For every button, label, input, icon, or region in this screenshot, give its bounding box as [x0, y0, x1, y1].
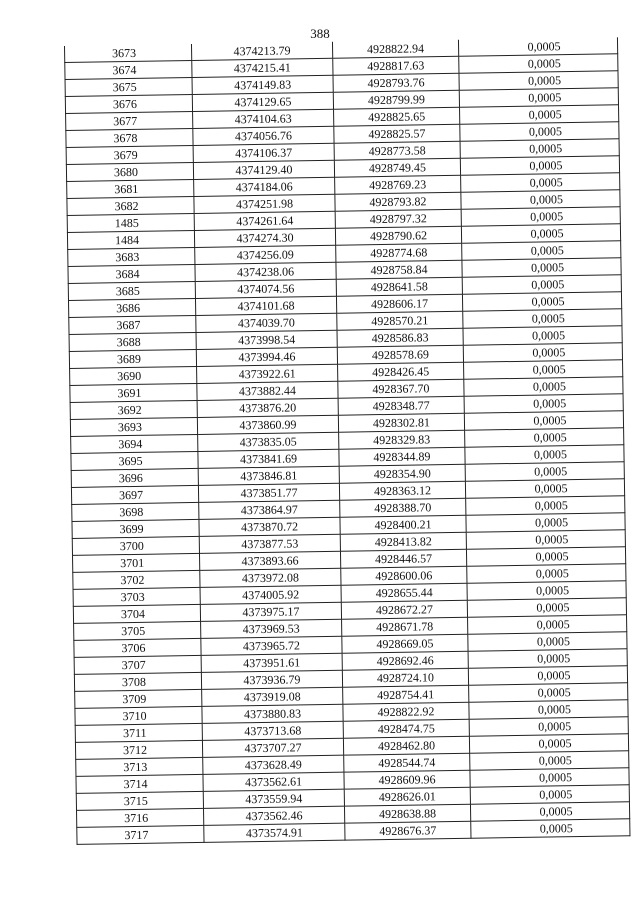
tolerance-cell: 0,0005 [464, 394, 623, 413]
y-coordinate-cell: 4928544.74 [344, 753, 470, 772]
tolerance-cell: 0,0005 [465, 462, 624, 481]
x-coordinate-cell: 4374056.76 [193, 126, 334, 145]
x-coordinate-cell: 4373559.94 [203, 789, 344, 808]
tolerance-cell: 0,0005 [469, 734, 628, 753]
y-coordinate-cell: 4928754.41 [343, 685, 469, 704]
point-number-cell: 3674 [65, 60, 192, 79]
x-coordinate-cell: 4374039.70 [196, 313, 337, 332]
tolerance-cell: 0,0005 [467, 598, 626, 617]
point-number-cell: 3678 [66, 128, 193, 147]
point-number-cell: 3684 [68, 264, 195, 283]
y-coordinate-cell: 4928348.77 [338, 396, 464, 415]
y-coordinate-cell: 4928446.57 [340, 549, 466, 568]
tolerance-cell: 0,0005 [460, 139, 619, 158]
y-coordinate-cell: 4928822.92 [343, 702, 469, 721]
x-coordinate-cell: 4373864.97 [199, 500, 340, 519]
x-coordinate-cell: 4373574.91 [204, 823, 345, 842]
x-coordinate-cell: 4373860.99 [197, 415, 338, 434]
tolerance-cell: 0,0005 [466, 547, 625, 566]
point-number-cell: 3688 [69, 332, 196, 351]
tolerance-cell: 0,0005 [458, 37, 617, 56]
tolerance-cell: 0,0005 [464, 360, 623, 379]
tolerance-cell: 0,0005 [463, 326, 622, 345]
tolerance-cell: 0,0005 [468, 649, 627, 668]
y-coordinate-cell: 4928600.06 [341, 566, 467, 585]
tolerance-cell: 0,0005 [465, 479, 624, 498]
tolerance-cell: 0,0005 [464, 411, 623, 430]
tolerance-cell: 0,0005 [470, 785, 629, 804]
point-number-cell: 3703 [73, 587, 200, 606]
x-coordinate-cell: 4373969.53 [201, 619, 342, 638]
x-coordinate-cell: 4373713.68 [202, 721, 343, 740]
x-coordinate-cell: 4373951.61 [201, 653, 342, 672]
y-coordinate-cell: 4928773.58 [334, 141, 460, 160]
y-coordinate-cell: 4928363.12 [339, 481, 465, 500]
y-coordinate-cell: 4928426.45 [338, 362, 464, 381]
y-coordinate-cell: 4928400.21 [340, 515, 466, 534]
point-number-cell: 3695 [71, 451, 198, 470]
y-coordinate-cell: 4928655.44 [341, 583, 467, 602]
point-number-cell: 3708 [74, 672, 201, 691]
point-number-cell: 3680 [66, 162, 193, 181]
y-coordinate-cell: 4928578.69 [337, 345, 463, 364]
x-coordinate-cell: 4373975.17 [200, 602, 341, 621]
tolerance-cell: 0,0005 [459, 71, 618, 90]
x-coordinate-cell: 4374215.41 [192, 58, 333, 77]
x-coordinate-cell: 4373880.83 [202, 704, 343, 723]
y-coordinate-cell: 4928344.89 [339, 447, 465, 466]
tolerance-cell: 0,0005 [461, 190, 620, 209]
point-number-cell: 3682 [67, 196, 194, 215]
point-number-cell: 3707 [74, 655, 201, 674]
x-coordinate-cell: 4373841.69 [198, 449, 339, 468]
tolerance-cell: 0,0005 [467, 581, 626, 600]
y-coordinate-cell: 4928641.58 [336, 277, 462, 296]
y-coordinate-cell: 4928638.88 [344, 804, 470, 823]
x-coordinate-cell: 4373846.81 [198, 466, 339, 485]
tolerance-cell: 0,0005 [462, 241, 621, 260]
y-coordinate-cell: 4928724.10 [342, 668, 468, 687]
point-number-cell: 3686 [68, 298, 195, 317]
point-number-cell: 1485 [67, 213, 194, 232]
point-number-cell: 3717 [77, 825, 204, 844]
point-number-cell: 3715 [76, 791, 203, 810]
y-coordinate-cell: 4928769.23 [335, 175, 461, 194]
y-coordinate-cell: 4928817.63 [333, 56, 459, 75]
point-number-cell: 3714 [76, 774, 203, 793]
y-coordinate-cell: 4928790.62 [335, 226, 461, 245]
x-coordinate-cell: 4374101.68 [195, 296, 336, 315]
point-number-cell: 3716 [77, 808, 204, 827]
tolerance-cell: 0,0005 [470, 751, 629, 770]
point-number-cell: 3673 [64, 44, 191, 62]
y-coordinate-cell: 4928676.37 [345, 821, 471, 840]
y-coordinate-cell: 4928774.68 [336, 243, 462, 262]
point-number-cell: 3679 [66, 145, 193, 164]
point-number-cell: 3690 [70, 366, 197, 385]
x-coordinate-cell: 4373936.79 [201, 670, 342, 689]
tolerance-cell: 0,0005 [462, 292, 621, 311]
tolerance-cell: 0,0005 [459, 88, 618, 107]
y-coordinate-cell: 4928388.70 [340, 498, 466, 517]
tolerance-cell: 0,0005 [466, 530, 625, 549]
page-number: 388 [310, 26, 330, 41]
tolerance-cell: 0,0005 [462, 258, 621, 277]
tolerance-cell: 0,0005 [468, 632, 627, 651]
point-number-cell: 3693 [70, 417, 197, 436]
x-coordinate-cell: 4374106.37 [193, 143, 334, 162]
tolerance-cell: 0,0005 [461, 224, 620, 243]
tolerance-cell: 0,0005 [469, 717, 628, 736]
tolerance-cell: 0,0005 [469, 700, 628, 719]
x-coordinate-cell: 4373922.61 [197, 364, 338, 383]
point-number-cell: 3710 [75, 706, 202, 725]
point-number-cell: 3683 [68, 247, 195, 266]
coordinates-table-wrapper [64, 37, 624, 845]
tolerance-cell: 0,0005 [471, 819, 630, 838]
point-number-cell: 3713 [76, 757, 203, 776]
tolerance-cell: 0,0005 [462, 275, 621, 294]
point-number-cell: 3702 [73, 570, 200, 589]
point-number-cell: 3698 [72, 502, 199, 521]
tolerance-cell: 0,0005 [465, 445, 624, 464]
point-number-cell: 3712 [75, 740, 202, 759]
tolerance-cell: 0,0005 [468, 666, 627, 685]
x-coordinate-cell: 4374005.92 [200, 585, 341, 604]
tolerance-cell: 0,0005 [463, 343, 622, 362]
y-coordinate-cell: 4928570.21 [337, 311, 463, 330]
point-number-cell: 3675 [65, 77, 192, 96]
point-number-cell: 3691 [70, 383, 197, 402]
y-coordinate-cell: 4928462.80 [343, 736, 469, 755]
y-coordinate-cell: 4928793.82 [335, 192, 461, 211]
y-coordinate-cell: 4928367.70 [338, 379, 464, 398]
x-coordinate-cell: 4374074.56 [195, 279, 336, 298]
point-number-cell: 3701 [73, 553, 200, 572]
y-coordinate-cell: 4928692.46 [342, 651, 468, 670]
tolerance-cell: 0,0005 [459, 54, 618, 73]
tolerance-cell: 0,0005 [466, 496, 625, 515]
x-coordinate-cell: 4373877.53 [199, 534, 340, 553]
x-coordinate-cell: 4373876.20 [197, 398, 338, 417]
x-coordinate-cell: 4374149.83 [192, 75, 333, 94]
tolerance-cell: 0,0005 [460, 105, 619, 124]
point-number-cell: 3711 [75, 723, 202, 742]
coordinates-table [64, 37, 630, 845]
x-coordinate-cell: 4373994.46 [196, 347, 337, 366]
point-number-cell: 3677 [66, 111, 193, 130]
tolerance-cell: 0,0005 [466, 513, 625, 532]
y-coordinate-cell: 4928758.84 [336, 260, 462, 279]
y-coordinate-cell: 4928825.57 [334, 124, 460, 143]
tolerance-cell: 0,0005 [467, 564, 626, 583]
x-coordinate-cell: 4373919.08 [202, 687, 343, 706]
x-coordinate-cell: 4374184.06 [194, 177, 335, 196]
y-coordinate-cell: 4928822.94 [332, 40, 458, 58]
y-coordinate-cell: 4928302.81 [338, 413, 464, 432]
x-coordinate-cell: 4373893.66 [199, 551, 340, 570]
y-coordinate-cell: 4928474.75 [343, 719, 469, 738]
y-coordinate-cell: 4928669.05 [342, 634, 468, 653]
point-number-cell: 3704 [73, 604, 200, 623]
y-coordinate-cell: 4928793.76 [333, 73, 459, 92]
x-coordinate-cell: 4374274.30 [194, 228, 335, 247]
y-coordinate-cell: 4928799.99 [333, 90, 459, 109]
x-coordinate-cell: 4374213.79 [191, 42, 332, 61]
x-coordinate-cell: 4374129.40 [193, 160, 334, 179]
point-number-cell: 3681 [67, 179, 194, 198]
point-number-cell: 3697 [71, 485, 198, 504]
tolerance-cell: 0,0005 [464, 377, 623, 396]
point-number-cell: 3692 [70, 400, 197, 419]
y-coordinate-cell: 4928586.83 [337, 328, 463, 347]
tolerance-cell: 0,0005 [468, 615, 627, 634]
point-number-cell: 3700 [72, 536, 199, 555]
point-number-cell: 3699 [72, 519, 199, 538]
x-coordinate-cell: 4373870.72 [199, 517, 340, 536]
tolerance-cell: 0,0005 [470, 768, 629, 787]
x-coordinate-cell: 4373965.72 [201, 636, 342, 655]
point-number-cell: 3696 [71, 468, 198, 487]
x-coordinate-cell: 4374238.06 [195, 262, 336, 281]
y-coordinate-cell: 4928749.45 [334, 158, 460, 177]
x-coordinate-cell: 4373562.46 [203, 806, 344, 825]
tolerance-cell: 0,0005 [469, 683, 628, 702]
x-coordinate-cell: 4374256.09 [195, 245, 336, 264]
point-number-cell: 3685 [68, 281, 195, 300]
y-coordinate-cell: 4928609.96 [344, 770, 470, 789]
y-coordinate-cell: 4928329.83 [339, 430, 465, 449]
point-number-cell: 3705 [74, 621, 201, 640]
coordinates-table-body [64, 37, 629, 844]
tolerance-cell: 0,0005 [460, 122, 619, 141]
point-number-cell: 3687 [69, 315, 196, 334]
tolerance-cell: 0,0005 [463, 309, 622, 328]
tolerance-cell: 0,0005 [460, 156, 619, 175]
point-number-cell: 3689 [69, 349, 196, 368]
y-coordinate-cell: 4928797.32 [335, 209, 461, 228]
x-coordinate-cell: 4373851.77 [198, 483, 339, 502]
point-number-cell: 3694 [71, 434, 198, 453]
y-coordinate-cell: 4928606.17 [336, 294, 462, 313]
tolerance-cell: 0,0005 [461, 173, 620, 192]
x-coordinate-cell: 4374104.63 [193, 109, 334, 128]
x-coordinate-cell: 4373707.27 [202, 738, 343, 757]
tolerance-cell: 0,0005 [465, 428, 624, 447]
y-coordinate-cell: 4928825.65 [334, 107, 460, 126]
x-coordinate-cell: 4374129.65 [192, 92, 333, 111]
x-coordinate-cell: 4373628.49 [203, 755, 344, 774]
tolerance-cell: 0,0005 [461, 207, 620, 226]
y-coordinate-cell: 4928413.82 [340, 532, 466, 551]
x-coordinate-cell: 4373998.54 [196, 330, 337, 349]
x-coordinate-cell: 4373972.08 [200, 568, 341, 587]
tolerance-cell: 0,0005 [470, 802, 629, 821]
x-coordinate-cell: 4373835.05 [198, 432, 339, 451]
x-coordinate-cell: 4374261.64 [194, 211, 335, 230]
point-number-cell: 3706 [74, 638, 201, 657]
y-coordinate-cell: 4928671.78 [342, 617, 468, 636]
y-coordinate-cell: 4928354.90 [339, 464, 465, 483]
point-number-cell: 3676 [65, 94, 192, 113]
point-number-cell: 1484 [67, 230, 194, 249]
y-coordinate-cell: 4928626.01 [344, 787, 470, 806]
x-coordinate-cell: 4374251.98 [194, 194, 335, 213]
x-coordinate-cell: 4373882.44 [197, 381, 338, 400]
x-coordinate-cell: 4373562.61 [203, 772, 344, 791]
point-number-cell: 3709 [75, 689, 202, 708]
y-coordinate-cell: 4928672.27 [341, 600, 467, 619]
